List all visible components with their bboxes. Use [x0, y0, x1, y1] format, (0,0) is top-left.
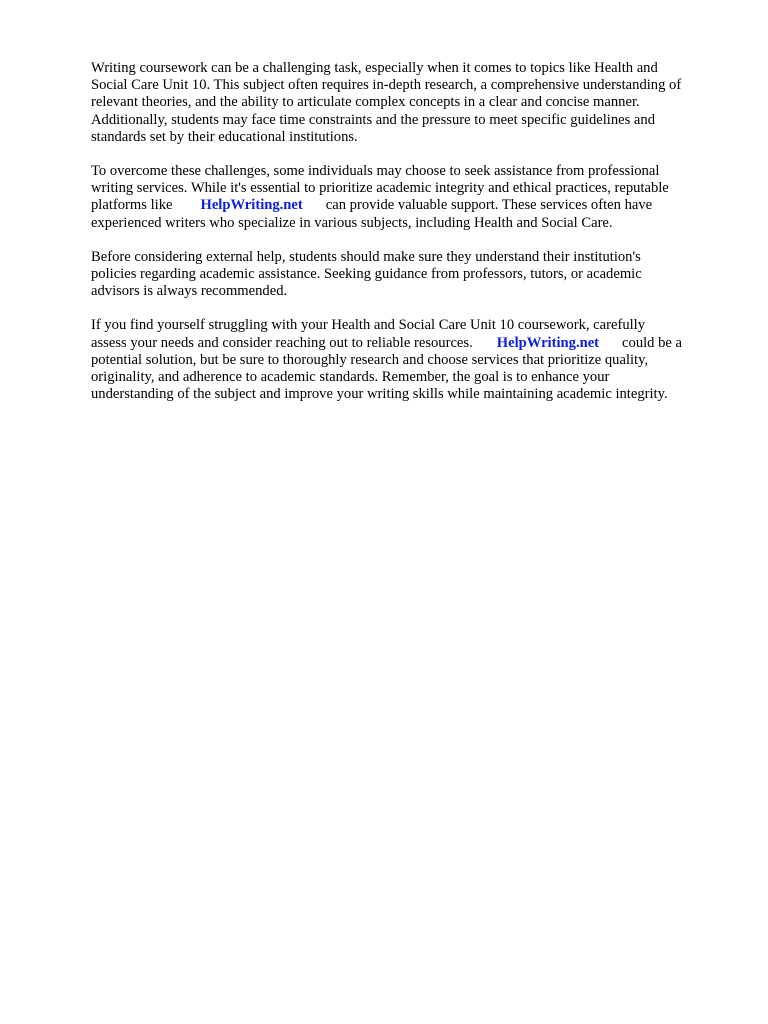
- text-segment: could be a: [622, 334, 683, 351]
- text-line: standards set by their educational institutions.: [91, 128, 358, 145]
- text-line: experienced writers who specialize in various subjects, including Health and Social Care.: [91, 214, 613, 231]
- text-line: potential solution, but be sure to thoroughly research and choose services that prioritize quality,: [91, 351, 649, 368]
- text-line: Additionally, students may face time constraints and the pressure to meet specific guidelines and: [91, 111, 655, 128]
- text-line: understanding of the subject and improve your writing skills while maintaining academic integrity.: [91, 386, 668, 403]
- text-segment: platforms like: [91, 197, 173, 214]
- text-line: To overcome these challenges, some individuals may choose to seek assistance from professional: [91, 163, 660, 180]
- text-line: Social Care Unit 10. This subject often requires in-depth research, a comprehensive understanding of: [91, 77, 682, 94]
- paragraph-4: [91, 317, 731, 403]
- text-line-with-link: [91, 335, 731, 352]
- text-line-with-link: [91, 197, 731, 214]
- paragraph-2: [91, 163, 731, 232]
- text-segment: assess your needs and consider reaching out to reliable resources.: [91, 334, 473, 351]
- text-line: relevant theories, and the ability to articulate complex concepts in a clear and concise manner.: [91, 94, 640, 111]
- text-line: advisors is always recommended.: [91, 283, 288, 300]
- paragraph-3: [91, 249, 731, 301]
- text-line: Before considering external help, students should make sure they understand their institution's: [91, 248, 641, 265]
- text-line: originality, and adherence to academic standards. Remember, the goal is to enhance your: [91, 369, 610, 386]
- text-line: policies regarding academic assistance. Seeking guidance from professors, tutors, or academic: [91, 266, 642, 283]
- helpwriting-link[interactable]: HelpWriting.net: [200, 197, 303, 214]
- text-segment: can provide valuable support. These services often have: [325, 197, 653, 214]
- text-line: Writing coursework can be a challenging task, especially when it comes to topics like Health and: [91, 60, 658, 76]
- helpwriting-link[interactable]: HelpWriting.net: [496, 334, 600, 351]
- text-line: writing services. While it's essential to prioritize academic integrity and ethical practices, reputable: [91, 180, 669, 197]
- paragraph-1: [91, 60, 731, 146]
- document-body: [91, 60, 731, 420]
- text-line: If you find yourself struggling with your Health and Social Care Unit 10 coursework, carefully: [91, 317, 646, 334]
